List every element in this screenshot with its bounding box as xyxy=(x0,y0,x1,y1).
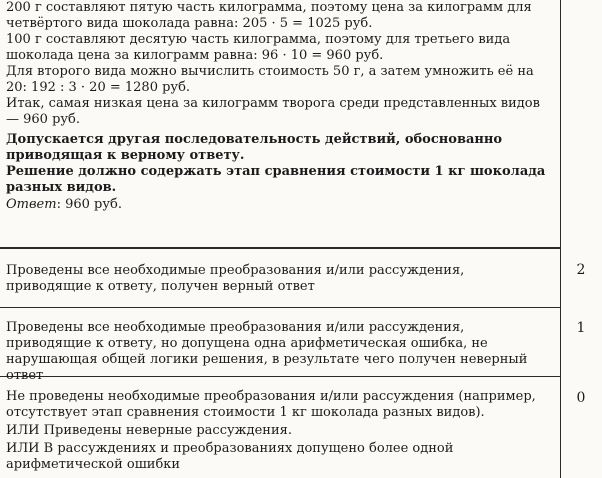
criterion-row-0 xyxy=(0,377,560,478)
score-2: 2 xyxy=(576,262,586,278)
score-0: 0 xyxy=(576,390,586,406)
criterion-row-2 xyxy=(0,248,560,308)
criterion-1-text: Проведены все необходимые преобразования и/или рассуждения, приводящие к ответу, но допущена одна арифметическая ошибка, не нарушающая общей логики решения, в результате чего получен неверный ответ xyxy=(6,320,528,383)
answer-line xyxy=(6,197,550,213)
solution-line-3: Для второго вида можно вычислить стоимость 50 г, а затем умножить её на 20: 192 : 3 · 20 = 1280 руб. xyxy=(6,64,534,95)
solution-line-2: 100 г составляют десятую часть килограмма, поэтому для третьего вида шоколада цена за килограмм равна: 96 · 10 = 960 руб. xyxy=(6,32,511,63)
answer-value: : 960 руб. xyxy=(56,197,122,212)
criterion-0-text-3: ИЛИ В рассуждениях и преобразованиях допущено более одной арифметической ошибки xyxy=(6,441,454,472)
solution-line-4: Итак, самая низкая цена за килограмм творога среди представленных видов — 960 руб. xyxy=(6,96,540,127)
answer-label: Ответ xyxy=(6,197,57,212)
criterion-0-text-2: ИЛИ Приведены неверные рассуждения. xyxy=(6,423,292,438)
solution-note-1: Допускается другая последовательность действий, обоснованно приводящая к верному ответу. xyxy=(6,132,503,163)
solution-text xyxy=(6,0,550,213)
solution-row xyxy=(0,0,560,248)
score-1: 1 xyxy=(576,320,586,336)
solution-line-1: 200 г составляют пятую часть килограмма, поэтому цена за килограмм для четвёртого вида шоколада равна: 205 · 5 = 1025 руб. xyxy=(6,0,532,31)
criterion-0-text-1: Не проведены необходимые преобразования и/или рассуждения (например, отсутствует этап сравнения стоимости 1 кг шоколада разных видов). xyxy=(6,389,536,420)
column-divider xyxy=(560,0,561,478)
criterion-2-text: Проведены все необходимые преобразования и/или рассуждения, приводящие к ответу, получен верный ответ xyxy=(6,263,465,294)
solution-note-2: Решение должно содержать этап сравнения стоимости 1 кг шоколада разных видов. xyxy=(6,164,546,195)
criterion-row-1 xyxy=(0,308,560,383)
criterion-0-text xyxy=(6,389,550,473)
